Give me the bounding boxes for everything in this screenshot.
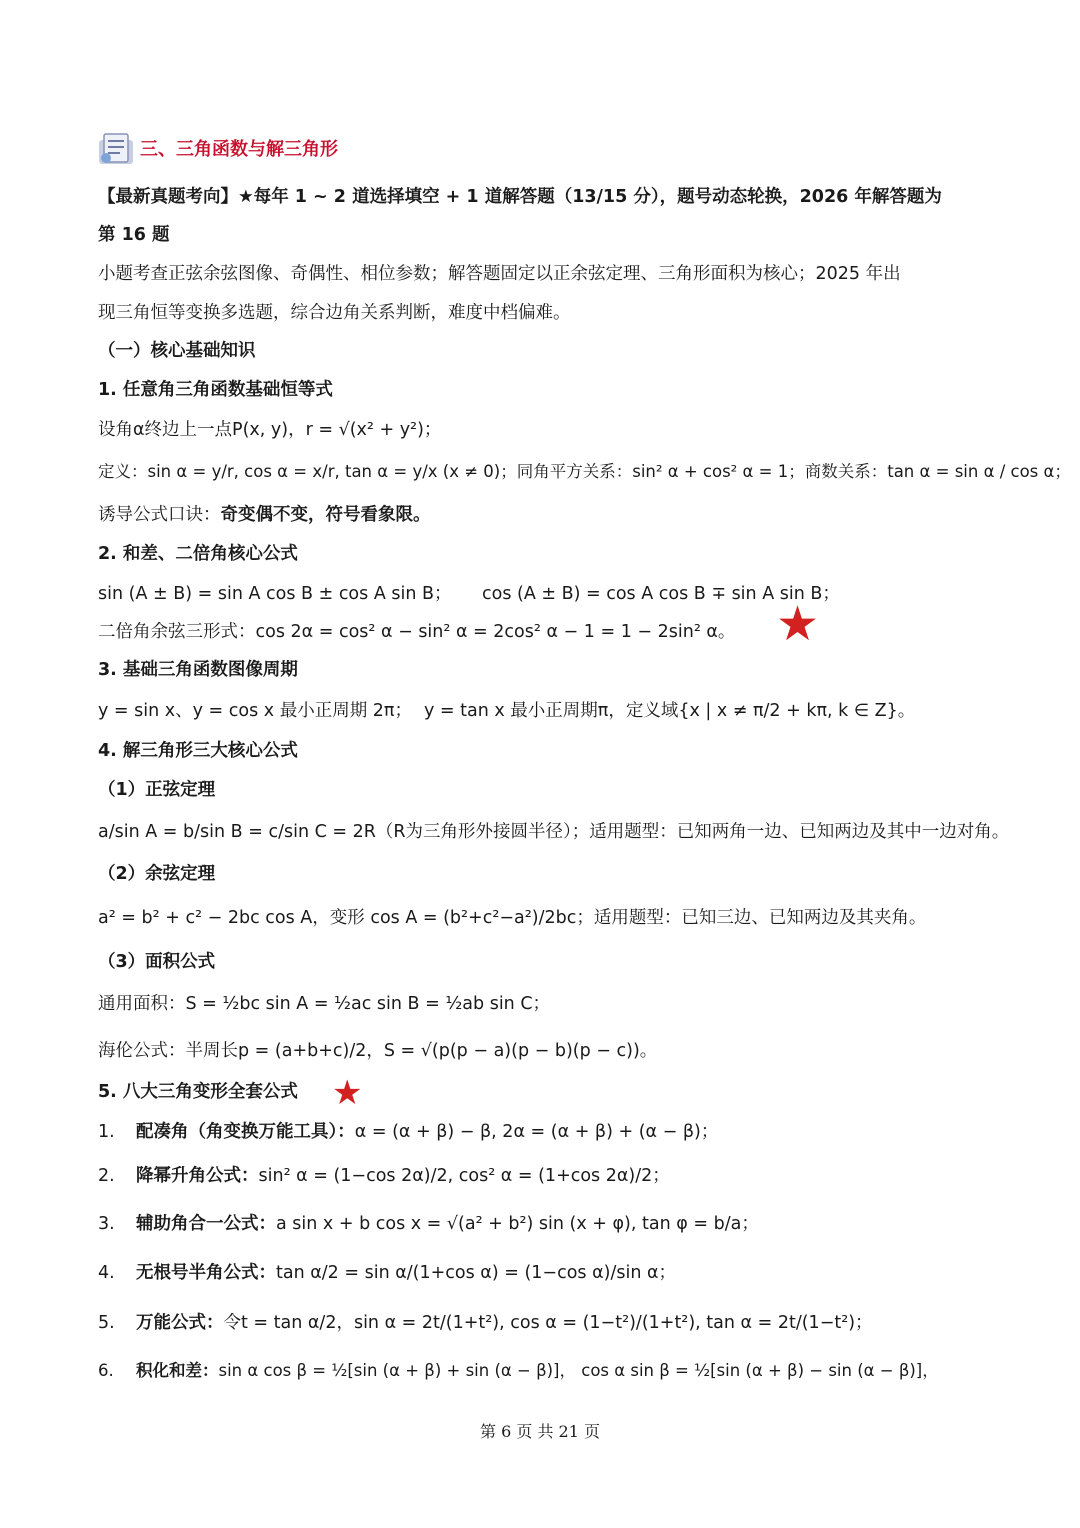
s4-sub2: （2）余弦定理 [98,864,216,884]
s4-sub3-line-1: 通用面积：S = ½bc sin A = ½ac sin B = ½ab sin C； [98,994,551,1014]
s4-heading: 4. 解三角形三大核心公式 [98,741,298,761]
book-logo-icon [96,128,138,170]
s4-sub3-line-2: 海伦公式：半周长p = (a+b+c)/2，S = √(p(p − a)(p − b)(p − c))。 [98,1041,658,1061]
s3-heading: 3. 基础三角函数图像周期 [98,660,298,680]
s1-line-3 [98,503,431,527]
s1-line-1: 设角α终边上一点P(x, y)，r = √(x² + y²)； [98,420,442,440]
s3-line-1b: y = tan x 最小正周期π，定义域{x | x ≠ π/2 + kπ, k ∈ Z}。 [424,701,916,721]
s2-heading: 2. 和差、二倍角核心公式 [98,544,298,564]
s1-heading: 1. 任意角三角函数基础恒等式 [98,380,333,400]
s2-line-1b: cos (A ± B) = cos A cos B ∓ sin A sin B； [482,584,840,604]
s1-line-2: 定义：sin α = y/r, cos α = x/r, tan α = y/x (x ≠ 0)；同角平方关系：sin² α + cos² α = 1；商数关系：tan α = sin α / cos α； [98,462,1071,481]
s1-line-3-label: 诱导公式口诀： [98,505,221,525]
s5-heading: 5. 八大三角变形全套公式 [98,1082,298,1102]
star-icon: ★ [332,1073,363,1113]
intro-line-2: 第 16 题 [98,225,170,245]
list-item: 6. 积化和差：sin α cos β = ½[sin (α + β) + sin (α − β)]， cos α sin β = ½[sin (α + β) − sin (α − β)]， [98,1361,939,1380]
s4-sub2-line: a² = b² + c² − 2bc cos A，变形 cos A = (b²+c²−a²)/2bc；适用题型：已知三边、已知两边及其夹角。 [98,908,927,928]
s4-sub1: （1）正弦定理 [98,780,216,800]
intro-line-4: 现三角恒等变换多选题，综合边角关系判断，难度中档偏难。 [98,303,571,323]
intro-line-1: 【最新真题考向】★每年 1 ~ 2 道选择填空 + 1 道解答题（13/15 分），题号动态轮换，2026 年解答题为 [98,187,942,207]
s4-sub3: （3）面积公式 [98,952,216,972]
star-icon: ★ [776,596,820,652]
list-item: 3. 辅助角合一公式：a sin x + b cos x = √(a² + b²) sin (x + φ), tan φ = b/a； [98,1214,759,1234]
intro-line-3: 小题考查正弦余弦图像、奇偶性、相位参数；解答题固定以正余弦定理、三角形面积为核心；2025 年出 [98,264,901,284]
page-footer: 第 6 页 共 21 页 [480,1422,600,1441]
s1-line-3-bold: 奇变偶不变，符号看象限。 [220,505,431,525]
s3-line-1a: y = sin x、y = cos x 最小正周期 2π； [98,701,412,721]
s2-line-2: 二倍角余弦三形式：cos 2α = cos² α − sin² α = 2cos² α − 1 = 1 − 2sin² α。 [98,622,736,642]
list-item: 1. 配凑角（角变换万能工具）：α = (α + β) − β, 2α = (α + β) + (α − β)； [98,1122,719,1142]
s4-sub1-line: a/sin A = b/sin B = c/sin C = 2R（R为三角形外接圆半径）；适用题型：已知两角一边、已知两边及其中一边对角。 [98,822,1010,842]
list-item: 2. 降幂升角公式：sin² α = (1−cos 2α)/2, cos² α = (1+cos 2α)/2； [98,1166,670,1186]
list-item: 4. 无根号半角公式：tan α/2 = sin α/(1+cos α) = (1−cos α)/sin α； [98,1263,677,1283]
list-item: 5. 万能公式：令t = tan α/2，sin α = 2t/(1+t²), cos α = (1−t²)/(1+t²), tan α = 2t/(1−t²)； [98,1313,873,1333]
s2-line-1a: sin (A ± B) = sin A cos B ± cos A sin B； [98,584,452,604]
section-title: 三、三角函数与解三角形 [140,139,338,160]
core-heading: （一）核心基础知识 [98,341,256,361]
